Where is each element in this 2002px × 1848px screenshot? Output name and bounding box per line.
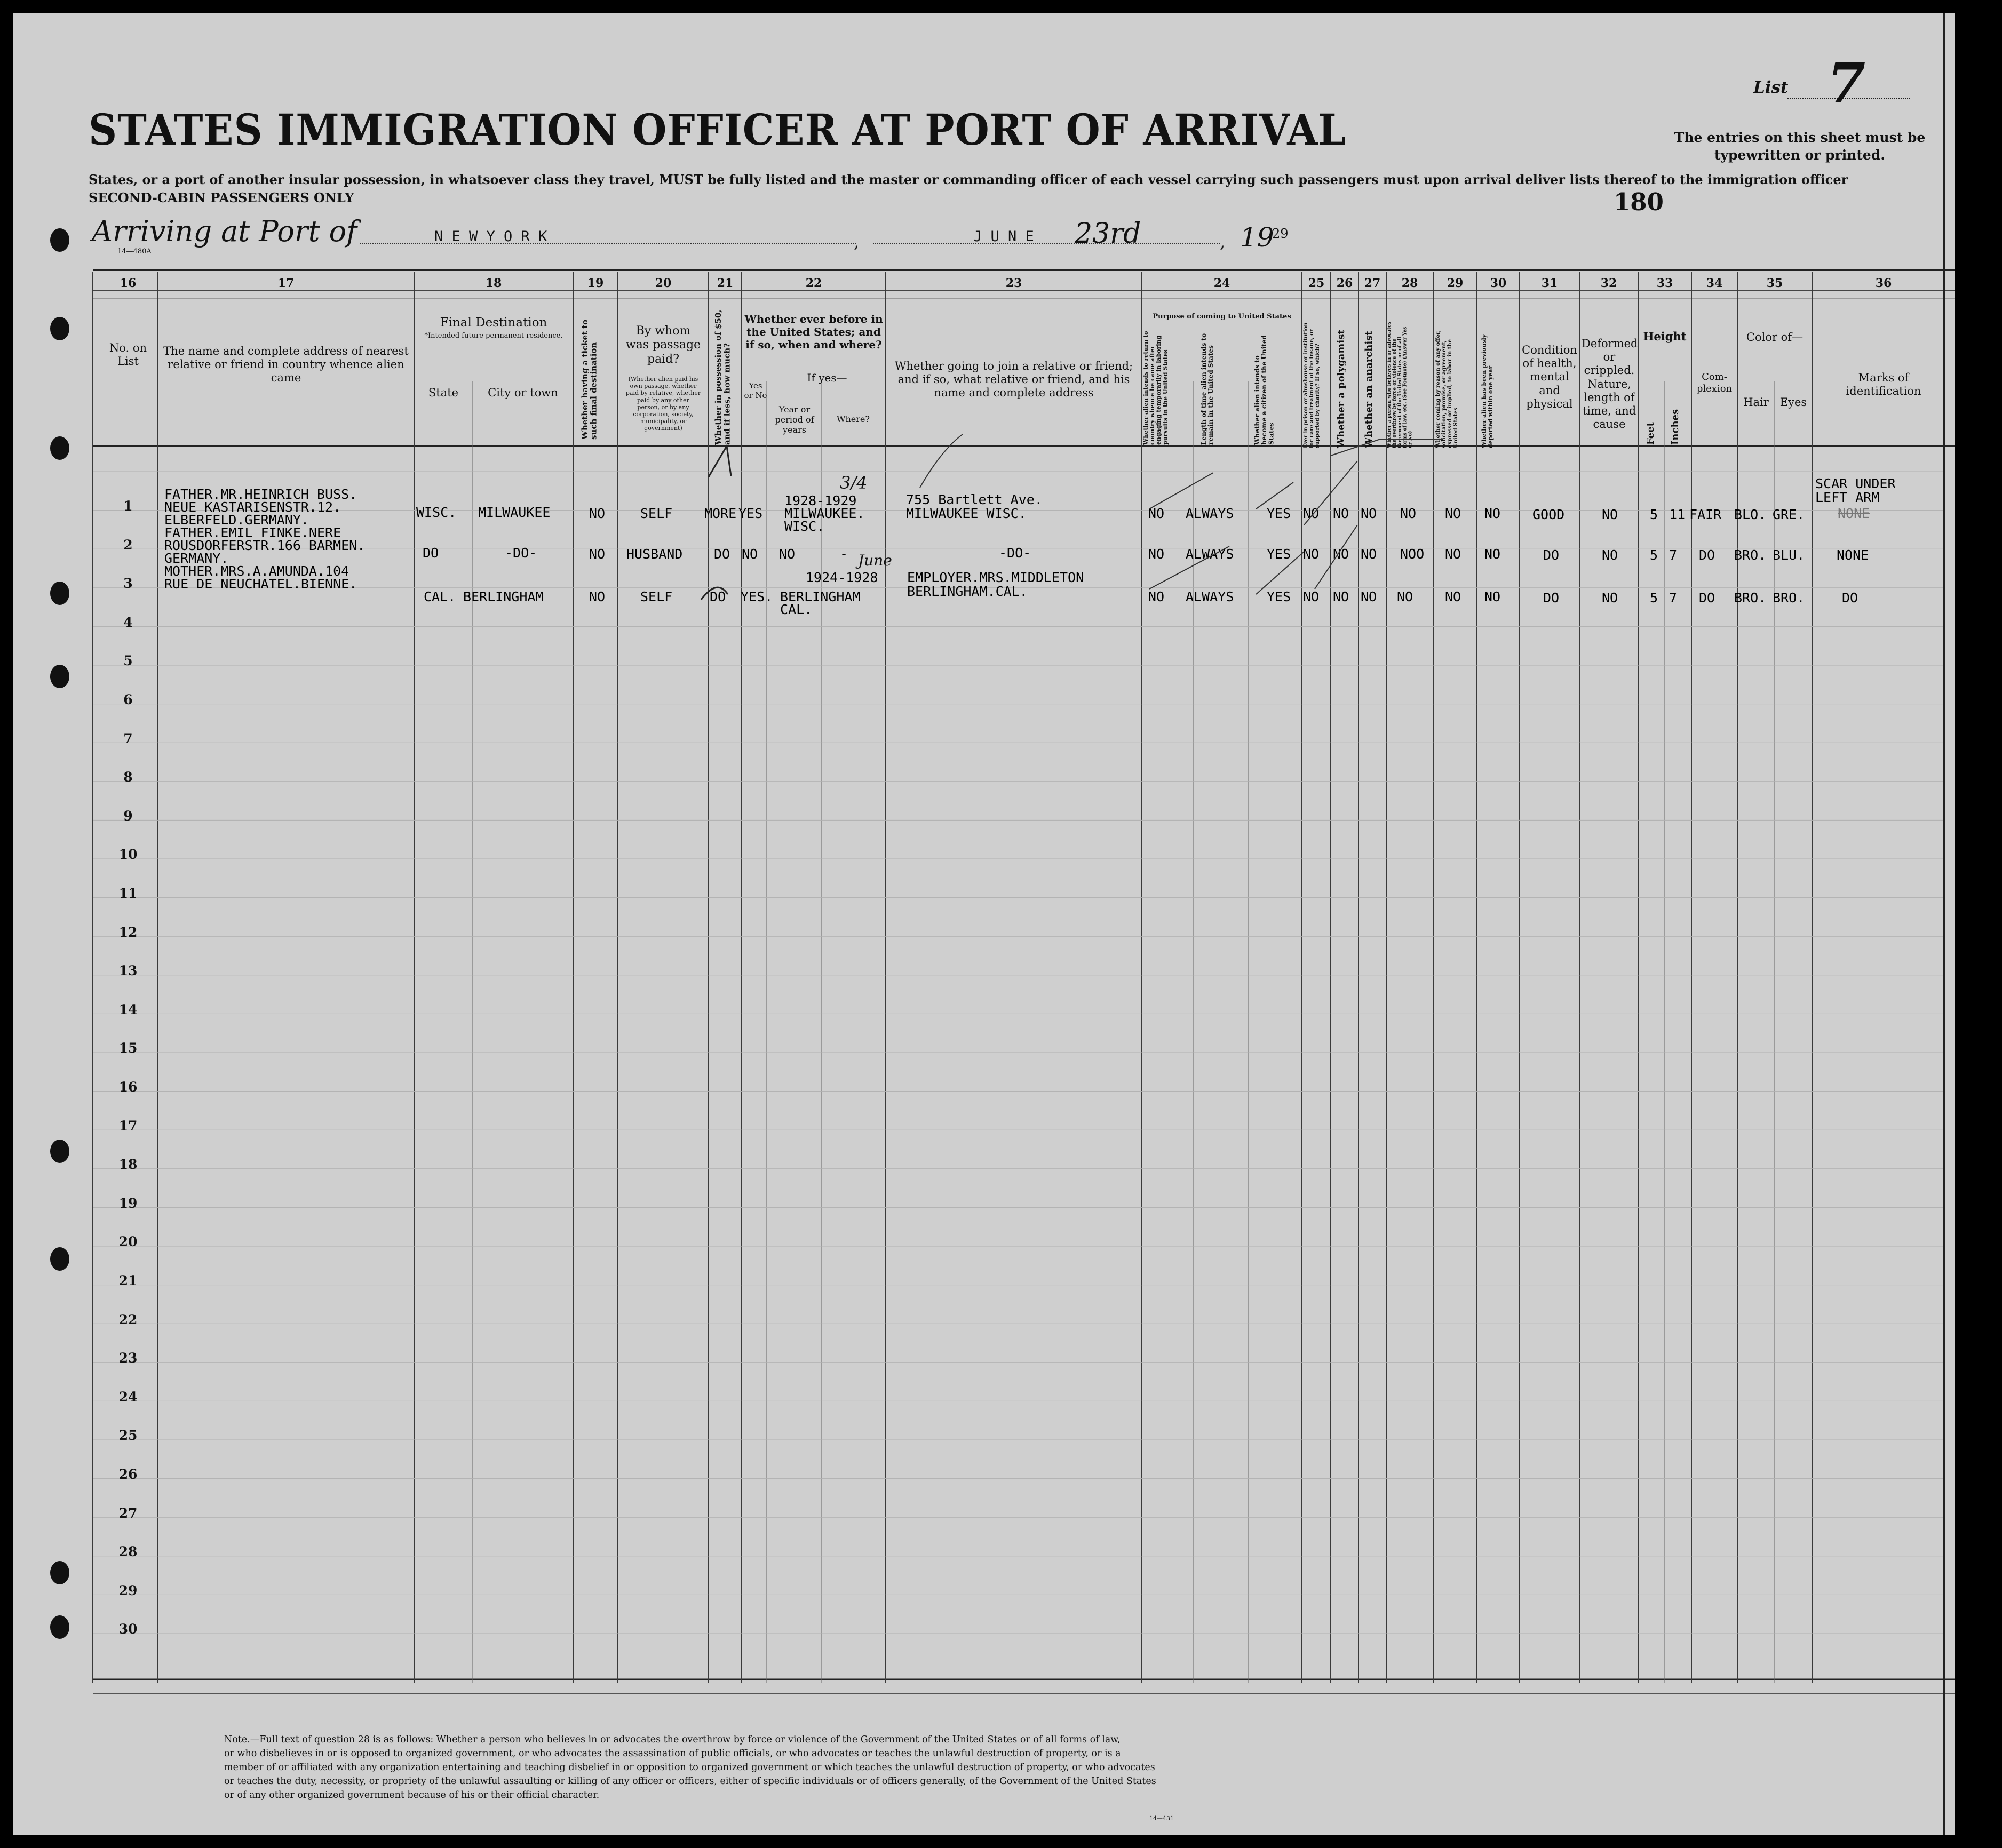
row2-relative-line3: ROUSDORFERSTR.166 BARMEN.	[164, 538, 366, 553]
row2-marks: NONE	[1837, 547, 1869, 563]
colnum-32: 32	[1600, 276, 1617, 290]
punch-hole	[50, 1561, 69, 1584]
stroke-prison	[1304, 461, 1357, 525]
header-complexion: Com-plexion	[1696, 371, 1733, 394]
row3-length: ALWAYS	[1186, 589, 1234, 604]
row2-citizen: YES	[1267, 546, 1291, 562]
row1-health: GOOD	[1532, 507, 1565, 522]
stroke-prison-3	[1315, 525, 1357, 589]
footnote-code: 14—431	[1149, 1815, 1174, 1822]
header-eyes: Eyes	[1779, 396, 1807, 409]
row-number: 23	[118, 1350, 138, 1366]
check-mark-money-3	[701, 587, 728, 600]
row1-before-where: MILWAUKEE.	[784, 506, 865, 521]
row3-before-years: 1924-1928	[806, 570, 878, 585]
row3-before-yn: YES.	[741, 589, 773, 604]
row-number: 10	[118, 847, 138, 862]
header-paid-by: By whom was passage paid?	[625, 324, 701, 366]
row1-city: MILWAUKEE	[478, 505, 551, 520]
row2-prison: NO	[1303, 546, 1320, 562]
row-number: 22	[118, 1312, 138, 1327]
row-number: 15	[118, 1040, 138, 1056]
row1-feet: 5	[1650, 507, 1658, 522]
row1-relative-line2: NEUE KASTARISENSTR.12.	[164, 499, 341, 515]
row2-anarchist: NO	[1361, 546, 1377, 562]
instruction-text: States, or a port of another insular possession, in whatsoever class they travel, MUST be fully listed and the master or commanding officer of each vessel carrying such passengers must upon arrival deliver lists thereof to the immigration officer	[89, 172, 1848, 187]
comma-1: ,	[854, 232, 860, 252]
colnum-36: 36	[1875, 276, 1892, 290]
header-final-destination: Final Destination	[440, 316, 547, 330]
row1-anarchist: NO	[1361, 506, 1377, 521]
row2-city: -DO-	[505, 545, 537, 561]
row3-join-line1: EMPLOYER.MRS.MIDDLETON	[907, 570, 1084, 585]
row2-relative-line2: FATHER.EMIL FINKE.NERE	[164, 525, 341, 540]
row3-polygamist: NO	[1333, 589, 1349, 604]
punch-hole	[50, 317, 69, 340]
punch-hole	[50, 1247, 69, 1271]
header-offer: Whether coming by reason of any offer, solicitation, promise, or agreement, expressed or implied, to labor in the United States	[1435, 330, 1459, 448]
row3-before-where-2: CAL.	[780, 602, 813, 617]
row3-relative-line3: RUE DE NEUCHATEL.BIENNE.	[164, 576, 358, 592]
header-before-us: Whether ever before in the United States; and if so, when and where?	[744, 313, 883, 351]
sheet-number: 180	[1614, 188, 1664, 216]
punch-hole	[50, 228, 69, 252]
header-inches: Inches	[1670, 409, 1681, 445]
row1-before-yn: YES	[738, 506, 763, 521]
header-marks: Marks of identification	[1846, 371, 1921, 398]
colnum-24: 24	[1213, 276, 1230, 290]
row1-state: WISC.	[416, 505, 457, 520]
row-number: 4	[123, 615, 133, 630]
header-join: Whether going to join a relative or friend; and if so, what relative or friend, and his name and complete address	[894, 360, 1133, 400]
colnum-16: 16	[120, 276, 137, 290]
manifest-sheet	[13, 13, 1955, 1835]
header-where: Where?	[837, 414, 870, 424]
entries-note: The entries on this sheet must be typewritten or printed.	[1674, 130, 1926, 163]
row2-join: -DO-	[999, 545, 1031, 561]
row1-polygamist: NO	[1333, 506, 1349, 521]
row2-return: NO	[1148, 546, 1165, 562]
row1-overthrow: NO	[1400, 506, 1417, 521]
check-mark-money	[709, 446, 731, 477]
colnum-26: 26	[1336, 276, 1353, 290]
row2-relative-line1: ELBERFELD.GERMANY.	[164, 512, 309, 528]
row2-inches: 7	[1669, 547, 1678, 563]
colnum-35: 35	[1766, 276, 1783, 290]
row3-offer: NO	[1445, 589, 1461, 604]
row-number: 29	[118, 1583, 138, 1598]
row-number: 25	[118, 1428, 138, 1443]
header-deformed: Deformed or crippled. Nature, length of time, and cause	[1582, 337, 1638, 431]
punch-hole	[50, 436, 69, 460]
row-number: 28	[118, 1544, 138, 1559]
year-prefix: 19	[1240, 222, 1274, 253]
row-number: 3	[123, 576, 133, 591]
port-value: N E W Y O R K	[434, 228, 547, 245]
colnum-23: 23	[1005, 276, 1022, 290]
row1-before-years: 1928-1929	[784, 493, 857, 508]
row2-overthrow: NOO	[1400, 546, 1425, 562]
stroke-join-1	[920, 434, 963, 488]
header-purpose: Purpose of coming to United States	[1153, 313, 1291, 321]
header-overthrow: Whether a person who believes in or advocates the overthrow by force or violence of the Government of the United States or of all forms of law, etc. (See Footnote) (Answer Yes or No)	[1387, 322, 1413, 448]
row1-marks-line1: SCAR UNDER	[1815, 476, 1896, 491]
row3-return: NO	[1148, 589, 1165, 604]
row3-relative-line1: GERMANY.	[164, 551, 229, 566]
stroke-return-1	[1149, 473, 1213, 509]
header-years: Year or period of years	[775, 404, 814, 435]
row3-relative-line2: MOTHER.MRS.A.AMUNDA.104	[164, 563, 349, 579]
row1-marks-line2: LEFT ARM	[1815, 490, 1880, 505]
row2-length: ALWAYS	[1186, 546, 1234, 562]
colnum-34: 34	[1706, 276, 1723, 290]
header-prison: Ever in prison or almshouse or institution for care and treatment of the insane, or supported by charity? If so, which?	[1303, 322, 1321, 448]
row3-hair: BRO.	[1734, 590, 1767, 606]
row1-complexion: FAIR	[1689, 507, 1722, 522]
class-line: SECOND-CABIN PASSENGERS ONLY	[89, 190, 354, 205]
row3-city: BERLINGHAM	[463, 589, 544, 604]
header-if-yes: If yes—	[807, 371, 847, 384]
month-value: J U N E	[973, 228, 1034, 245]
row3-ticket: NO	[589, 589, 606, 604]
header-polygamist: Whether a polygamist	[1336, 330, 1347, 448]
row2-paid-by: HUSBAND	[626, 546, 683, 562]
row-number: 19	[118, 1196, 138, 1211]
row1-annotation: 3/4	[840, 473, 868, 493]
row-number: 26	[118, 1467, 138, 1482]
row3-health: DO	[1543, 590, 1560, 606]
row1-eyes: GRE.	[1773, 507, 1805, 522]
row3-paid-by: SELF	[640, 589, 673, 604]
row1-hair: BLO.	[1734, 507, 1767, 522]
footnote-line-5: or of any other organized government because of his or their official character.	[224, 1790, 600, 1801]
punch-hole	[50, 665, 69, 688]
row3-join-line2: BERLINGHAM.CAL.	[907, 584, 1028, 599]
row-number: 21	[118, 1273, 138, 1288]
row2-deformed: NO	[1602, 547, 1618, 563]
header-height: Height	[1643, 330, 1687, 343]
comma-2: ,	[1220, 232, 1226, 252]
row3-inches: 7	[1669, 590, 1678, 606]
row1-join-line2: MILWAUKEE WISC.	[906, 506, 1027, 521]
header-deported: Whether alien has been previously deported within one year	[1481, 334, 1495, 448]
header-color-of: Color of—	[1746, 331, 1804, 344]
header-health: Condition of health, mental and physical	[1522, 344, 1577, 410]
row-number: 11	[118, 886, 138, 901]
stroke-citizen-1	[1256, 482, 1293, 509]
row3-state: CAL.	[424, 589, 456, 604]
row3-overthrow: NO	[1397, 589, 1413, 604]
stroke-citizen-3	[1256, 552, 1304, 594]
header-intends-citizen: Whether alien intends to become a citizen of the United States	[1253, 335, 1275, 445]
row2-money: DO	[714, 546, 730, 562]
header-hair: Hair	[1743, 396, 1769, 409]
header-city: City or town	[488, 386, 558, 399]
row2-before-where: -	[840, 546, 848, 562]
colnum-25: 25	[1308, 276, 1325, 290]
row1-return: NO	[1148, 506, 1165, 521]
header-relative: The name and complete address of nearest relative or friend in country whence alien came	[163, 345, 409, 385]
header-paid-by-note: (Whether alien paid his own passage, whether paid by relative, whether paid by any other person, or by any corporation, society, municipality, or government)	[625, 376, 701, 432]
row1-prison: NO	[1303, 506, 1320, 521]
row2-eyes: BLU.	[1773, 547, 1805, 563]
row-number: 14	[118, 1002, 138, 1017]
footnote-line-3: member of or affiliated with any organization entertaining and teaching disbelief in or opposition to organized government or which teaches the unlawful destruction of property, or who advocates	[224, 1762, 1155, 1773]
row3-prison: NO	[1303, 589, 1320, 604]
row1-paid-by: SELF	[640, 506, 673, 521]
row2-before-yn: NO	[742, 546, 758, 562]
header-feet: Feet	[1645, 421, 1656, 445]
header-anarchist: Whether an anarchist	[1363, 331, 1375, 448]
header-ticket: Whether having a ticket to such final destination	[580, 319, 599, 440]
colnum-17: 17	[277, 276, 295, 290]
row2-hair: BRO.	[1734, 547, 1767, 563]
row3-before-where: BERLINGHAM	[780, 589, 861, 604]
row-number: 8	[123, 769, 133, 785]
row2-deported: NO	[1484, 546, 1501, 562]
colnum-21: 21	[717, 276, 734, 290]
colnum-27: 27	[1364, 276, 1381, 290]
row3-complexion: DO	[1699, 590, 1715, 606]
row1-marks-struck: NONE	[1838, 506, 1870, 521]
header-length-of-stay: Length of time alien intends to remain in the United States	[1200, 333, 1215, 445]
row3-deported: NO	[1484, 589, 1501, 604]
row1-before-where-2: WISC.	[784, 519, 825, 534]
row2-health: DO	[1543, 547, 1560, 563]
day-value: 23rd	[1075, 218, 1141, 250]
row-number: 24	[118, 1389, 138, 1405]
row-number: 7	[123, 731, 133, 746]
footnote-line-1: Note.—Full text of question 28 is as follows: Whether a person who believes in or advocates the overthrow by force or violence of the Government of the United States or of all forms of law,	[224, 1734, 1121, 1745]
row1-money: MORE	[704, 506, 737, 521]
footnote-line-4: or teaches the duty, necessity, or propriety of the unlawful assaulting or killing of any officer or officers, either of specific individuals or of officers generally, of the Government of the United States	[224, 1776, 1156, 1787]
row-number: 5	[123, 653, 133, 668]
row1-citizen: YES	[1267, 506, 1291, 521]
year-suffix: 29	[1272, 226, 1289, 241]
row3-deformed: NO	[1602, 590, 1618, 606]
punch-hole	[50, 1140, 69, 1163]
row-number: 27	[118, 1506, 138, 1521]
row3-annotation: June	[858, 552, 892, 569]
colnum-19: 19	[587, 276, 604, 290]
row3-marks: DO	[1842, 590, 1858, 606]
row1-deformed: NO	[1602, 507, 1618, 522]
list-number: 7	[1827, 50, 1866, 116]
header-final-destination-note: *Intended future permanent residence.	[424, 332, 563, 340]
list-label: List	[1753, 78, 1789, 97]
form-code: 14—480A	[117, 248, 152, 256]
row-number: 18	[118, 1157, 138, 1172]
colnum-28: 28	[1401, 276, 1418, 290]
page-title: STATES IMMIGRATION OFFICER AT PORT OF ARRIVAL	[89, 105, 1346, 155]
header-no-on-list: No. on List	[109, 341, 147, 368]
row2-complexion: DO	[1699, 547, 1715, 563]
row1-relative-line1: FATHER.MR.HEINRICH BUSS.	[164, 487, 358, 502]
colnum-31: 31	[1541, 276, 1558, 290]
colnum-20: 20	[655, 276, 672, 290]
header-before-yn: Yes or No	[744, 381, 767, 400]
row1-inches: 11	[1669, 507, 1686, 522]
stroke-polygamist	[1331, 440, 1443, 456]
row-number: 6	[123, 692, 133, 707]
row-number: 16	[118, 1079, 138, 1095]
row-number: 20	[118, 1234, 138, 1249]
footnote-line-2: or who disbelieves in or is opposed to organized government, or who advocates the assassination of public officials, or who advocates or teaches the unlawful destruction of property, or is a	[224, 1748, 1121, 1759]
row1-offer: NO	[1445, 506, 1461, 521]
row2-feet: 5	[1650, 547, 1658, 563]
row2-state: DO	[423, 545, 439, 561]
row-number: 9	[123, 808, 133, 824]
header-money: Whether in possession of $50, and if less, how much?	[713, 309, 732, 445]
row1-join-line1: 755 Bartlett Ave.	[906, 492, 1043, 507]
pen-marks	[13, 13, 1955, 1835]
row3-citizen: YES	[1267, 589, 1291, 604]
row-number: 13	[118, 963, 138, 978]
colnum-33: 33	[1656, 276, 1673, 290]
colnum-29: 29	[1447, 276, 1464, 290]
row2-polygamist: NO	[1333, 546, 1349, 562]
row1-deported: NO	[1484, 506, 1501, 521]
row1-ticket: NO	[589, 506, 606, 521]
header-state: State	[428, 386, 459, 399]
row1-length: ALWAYS	[1186, 506, 1234, 521]
punch-hole	[50, 1615, 69, 1639]
row3-money: DO	[710, 589, 726, 604]
row-number: 12	[118, 925, 138, 940]
punch-hole	[50, 582, 69, 605]
row-number: 2	[123, 537, 133, 553]
row3-feet: 5	[1650, 590, 1658, 606]
row3-eyes: BRO.	[1773, 590, 1805, 606]
row3-anarchist: NO	[1361, 589, 1377, 604]
row2-before-years: NO	[779, 546, 796, 562]
row-number: 30	[118, 1621, 138, 1637]
stroke-return-3	[1149, 546, 1229, 589]
row2-offer: NO	[1445, 546, 1461, 562]
row-number: 17	[118, 1118, 138, 1134]
header-intends-return: Whether alien intends to return to country whence he came after engaging temporarily in laboring pursuits in the United States	[1142, 331, 1169, 445]
row2-ticket: NO	[589, 546, 606, 562]
colnum-30: 30	[1490, 276, 1507, 290]
colnum-18: 18	[485, 276, 502, 290]
arriving-label: Arriving at Port of	[92, 214, 358, 248]
row-number: 1	[123, 498, 133, 514]
colnum-22: 22	[805, 276, 822, 290]
